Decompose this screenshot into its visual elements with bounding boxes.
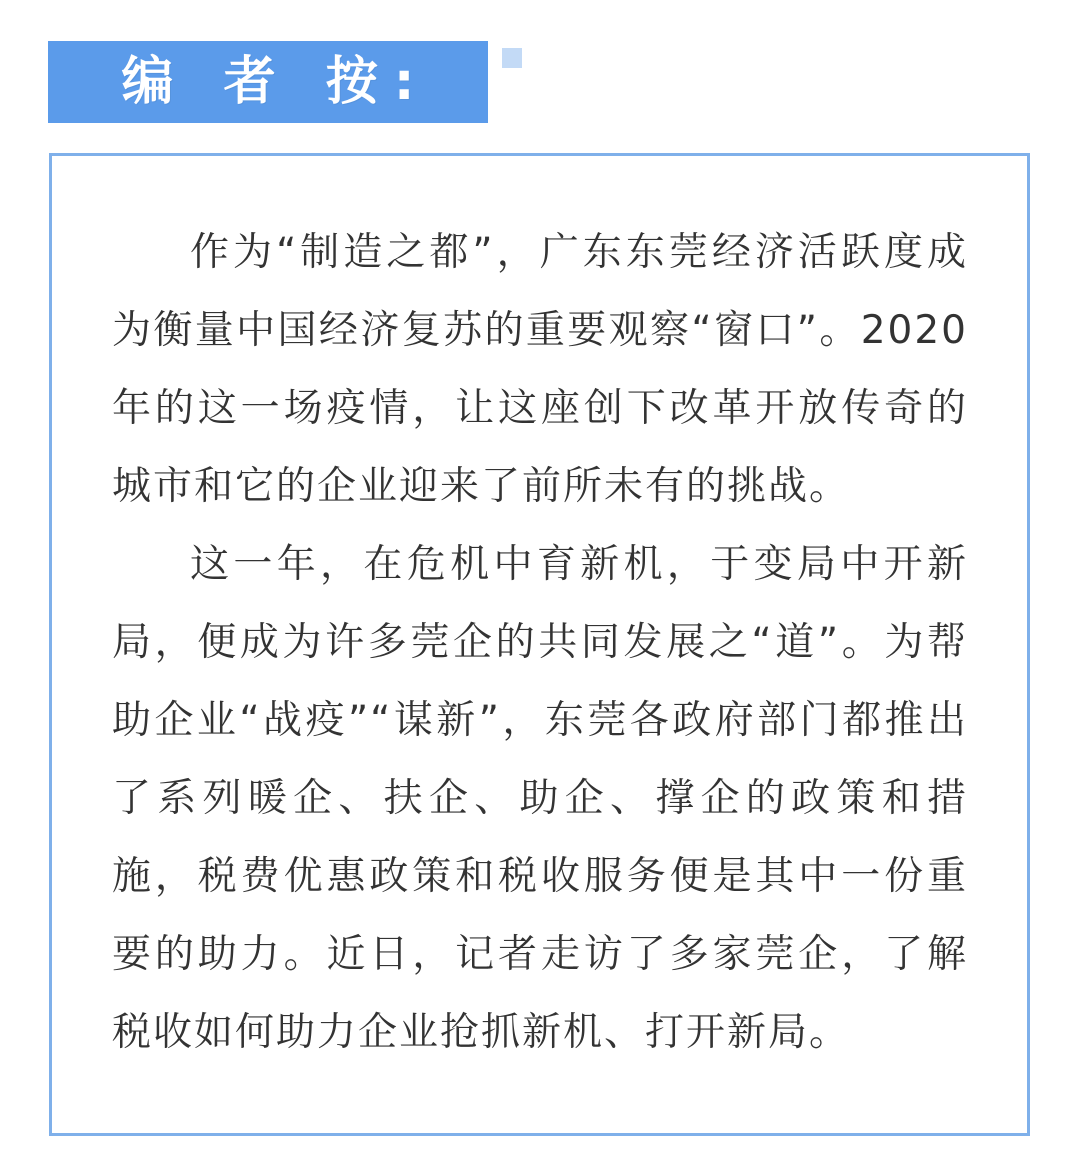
- editor-note-paragraph-1: 作为“制造之都”，广东东莞经济活跃度成为衡量中国经济复苏的重要观察“窗口”。2020年的这一场疫情，让这座创下改革开放传奇的城市和它的企业迎来了前所未有的挑战。: [112, 230, 968, 509]
- title-banner: [48, 41, 488, 123]
- page-title: 编 者 按:: [121, 52, 431, 112]
- decorative-square: [502, 48, 522, 68]
- editor-note-paragraph-2: 这一年，在危机中育新机，于变局中开新局，便成为许多莞企的共同发展之“道”。为帮助企业“战疫”“谋新”，东莞各政府部门都推出了系列暖企、扶企、助企、撑企的政策和措施，税费优惠政策和税收服务便是其中一份重要的助力。近日，记者走访了多家莞企，了解税收如何助力企业抢抓新机、打开新局。: [112, 542, 968, 1055]
